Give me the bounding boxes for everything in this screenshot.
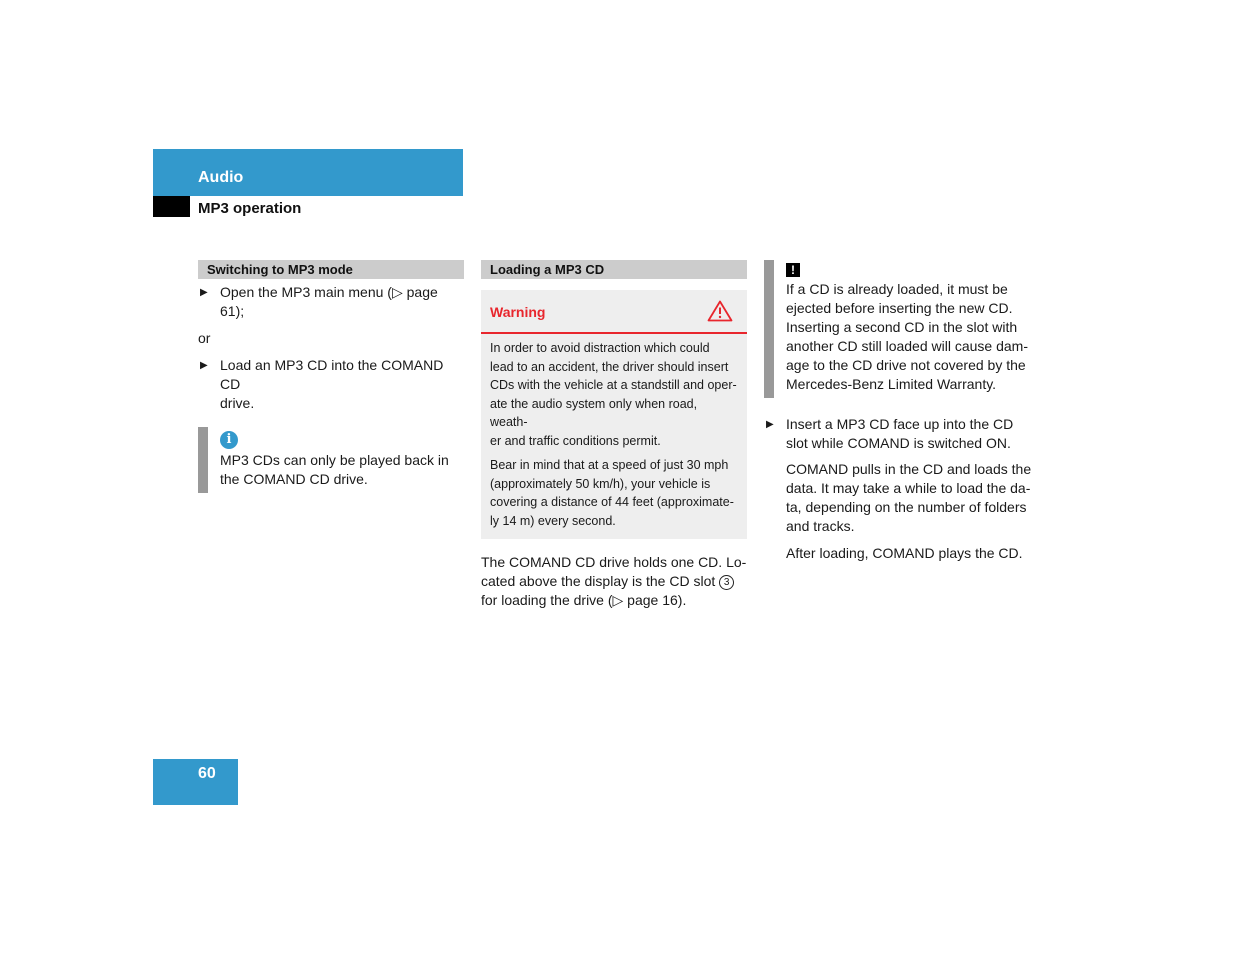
warning-body — [481, 334, 747, 539]
info-icon: i — [220, 431, 238, 449]
body-line: for loading the drive (▷ page 16). — [481, 592, 687, 608]
section-heading: Switching to MP3 mode — [198, 260, 464, 279]
caution-line: ejected before inserting the new CD. — [786, 300, 1013, 316]
page-number: 60 — [198, 765, 216, 782]
caution-line: If a CD is already loaded, it must be — [786, 281, 1008, 297]
body-line — [481, 572, 747, 591]
or-text: or — [198, 330, 211, 346]
caution-line: another CD still loaded will cause dam- — [786, 338, 1028, 354]
caution-line: Mercedes-Benz Limited Warranty. — [786, 376, 997, 392]
warning-line: lead to an accident, the driver should insert — [490, 359, 729, 374]
warning-header — [481, 290, 747, 334]
caution-line: Inserting a second CD in the slot with — [786, 319, 1018, 335]
info-text-line: the COMAND CD drive. — [220, 471, 368, 487]
arrow-right-icon: ▶ — [766, 419, 774, 430]
warning-line: (approximately 50 km/h), your vehicle is — [490, 476, 711, 491]
step-text: Open the MP3 main menu (▷ page 61); — [220, 284, 438, 319]
warning-line: er and traffic conditions permit. — [490, 433, 661, 448]
warning-line: ate the audio system only when road, weath- — [490, 396, 698, 429]
warning-line: ly 14 m) every second. — [490, 513, 616, 528]
warning-line: CDs with the vehicle at a standstill and oper- — [490, 378, 737, 392]
warning-line: Bear in mind that at a speed of just 30 mph — [490, 458, 729, 472]
body-line: ta, depending on the number of folders — [786, 499, 1027, 515]
body-line: and tracks. — [786, 518, 855, 534]
cd-slot-callout: 3 — [719, 575, 734, 590]
warning-box — [481, 290, 747, 539]
after-loading-text: After loading, COMAND plays the CD. — [786, 545, 1023, 561]
warning-line: covering a distance of 44 feet (approximate- — [490, 495, 734, 509]
step-load-cd — [198, 356, 464, 413]
column-2 — [481, 260, 747, 610]
exclamation-icon: ! — [786, 263, 800, 277]
page-number-box — [153, 759, 238, 805]
section-title: Audio — [198, 169, 244, 186]
step-text-line: Insert a MP3 CD face up into the CD — [786, 416, 1014, 432]
warning-label: Warning — [490, 304, 546, 320]
warning-paragraph — [490, 339, 738, 450]
warning-paragraph — [490, 456, 738, 530]
caution-line: age to the CD drive not covered by the — [786, 357, 1026, 373]
info-note — [198, 427, 464, 493]
arrow-right-icon: ▶ — [200, 360, 208, 371]
caution-note — [764, 260, 1034, 398]
warning-line: In order to avoid distraction which could — [490, 341, 710, 355]
step-text-line: Load an MP3 CD into the COMAND CD — [220, 357, 444, 392]
section-heading: Loading a MP3 CD — [481, 260, 747, 279]
column-3 — [764, 260, 1034, 563]
column-1 — [198, 260, 464, 493]
body-line: COMAND pulls in the CD and loads the — [786, 461, 1032, 477]
step-text-line: slot while COMAND is switched ON. — [786, 435, 1011, 451]
body-line: The COMAND CD drive holds one CD. Lo- — [481, 554, 747, 570]
body-text: cated above the display is the CD slot — [481, 573, 716, 589]
loading-paragraph — [764, 460, 1034, 536]
info-text-line: MP3 CDs can only be played back in — [220, 452, 449, 468]
step-insert-cd — [764, 415, 1034, 453]
subsection-title: MP3 operation — [198, 200, 302, 217]
arrow-right-icon: ▶ — [200, 287, 208, 298]
step-text-line: drive. — [220, 395, 255, 411]
step-open-menu — [198, 283, 464, 321]
body-line: data. It may take a while to load the da- — [786, 480, 1031, 496]
warning-triangle-icon — [707, 300, 733, 322]
drive-description — [481, 553, 747, 610]
black-tab-marker — [153, 196, 190, 217]
